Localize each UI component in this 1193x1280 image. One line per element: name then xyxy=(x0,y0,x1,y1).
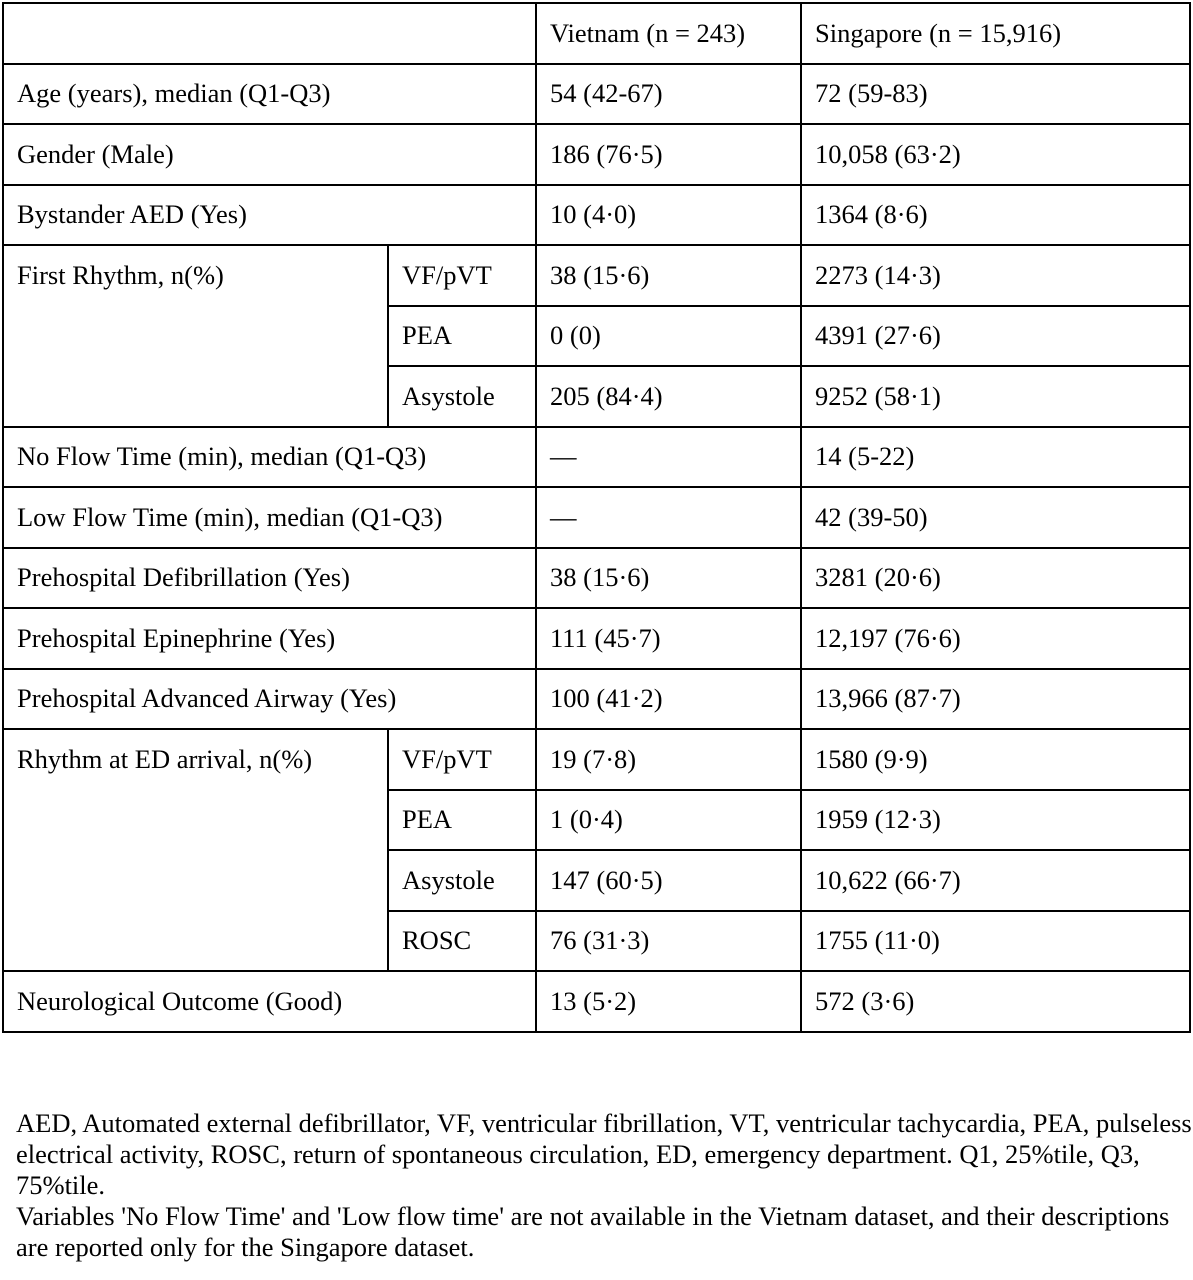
table-row-ed-rhythm-vf xyxy=(3,729,1190,790)
vietnam-value: 0 (0) xyxy=(536,306,801,367)
header-row xyxy=(3,3,1190,64)
row-label: Prehospital Epinephrine (Yes) xyxy=(3,608,536,669)
header-vietnam: Vietnam (n = 243) xyxy=(536,3,801,64)
vietnam-value: 1 (0·4) xyxy=(536,790,801,851)
header-singapore: Singapore (n = 15,916) xyxy=(801,3,1190,64)
singapore-value: 9252 (58·1) xyxy=(801,366,1190,427)
sub-label: PEA xyxy=(388,306,536,367)
sub-label: VF/pVT xyxy=(388,729,536,790)
vietnam-value: 13 (5·2) xyxy=(536,971,801,1032)
singapore-value: 1755 (11·0) xyxy=(801,911,1190,972)
row-label: No Flow Time (min), median (Q1-Q3) xyxy=(3,427,536,488)
row-label: Neurological Outcome (Good) xyxy=(3,971,536,1032)
vietnam-value: 54 (42-67) xyxy=(536,64,801,125)
singapore-value: 1580 (9·9) xyxy=(801,729,1190,790)
table-row-age xyxy=(3,64,1190,125)
singapore-value: 10,622 (66·7) xyxy=(801,850,1190,911)
row-label: Gender (Male) xyxy=(3,124,536,185)
table-row-neuro-outcome xyxy=(3,971,1190,1032)
availability-note: Variables 'No Flow Time' and 'Low flow time' are not available in the Vietnam dataset, and their descriptions are reported only for the Singapore dataset. xyxy=(16,1201,1170,1262)
row-label: Prehospital Defibrillation (Yes) xyxy=(3,548,536,609)
vietnam-value: 147 (60·5) xyxy=(536,850,801,911)
row-group-label: First Rhythm, n(%) xyxy=(3,245,388,427)
table-row-defibrillation xyxy=(3,548,1190,609)
comparison-table xyxy=(2,2,1191,1033)
singapore-value: 12,197 (76·6) xyxy=(801,608,1190,669)
table-row-low-flow xyxy=(3,487,1190,548)
row-label: Bystander AED (Yes) xyxy=(3,185,536,246)
vietnam-value: 38 (15·6) xyxy=(536,245,801,306)
vietnam-value: 100 (41·2) xyxy=(536,669,801,730)
vietnam-value: 205 (84·4) xyxy=(536,366,801,427)
singapore-value: 1364 (8·6) xyxy=(801,185,1190,246)
sub-label: VF/pVT xyxy=(388,245,536,306)
vietnam-value: 76 (31·3) xyxy=(536,911,801,972)
row-group-label: Rhythm at ED arrival, n(%) xyxy=(3,729,388,971)
singapore-value: 2273 (14·3) xyxy=(801,245,1190,306)
table-row-epinephrine xyxy=(3,608,1190,669)
singapore-value: 13,966 (87·7) xyxy=(801,669,1190,730)
abbreviations-note: AED, Automated external defibrillator, VF, ventricular fibrillation, VT, ventricular tachycardia, PEA, pulseless electrical activity, ROSC, return of spontaneous circulation, ED, emergency department. Q1, 25%tile, Q3, 75%tile. xyxy=(16,1108,1192,1200)
singapore-value: 72 (59-83) xyxy=(801,64,1190,125)
table-row-first-rhythm-vf xyxy=(3,245,1190,306)
vietnam-value: 111 (45·7) xyxy=(536,608,801,669)
singapore-value: 3281 (20·6) xyxy=(801,548,1190,609)
vietnam-value: 38 (15·6) xyxy=(536,548,801,609)
row-label: Low Flow Time (min), median (Q1-Q3) xyxy=(3,487,536,548)
vietnam-value: — xyxy=(536,427,801,488)
sub-label: PEA xyxy=(388,790,536,851)
row-label: Age (years), median (Q1-Q3) xyxy=(3,64,536,125)
table-row-no-flow xyxy=(3,427,1190,488)
table-footnotes xyxy=(16,1108,1192,1263)
sub-label: Asystole xyxy=(388,366,536,427)
singapore-value: 42 (39-50) xyxy=(801,487,1190,548)
row-label: Prehospital Advanced Airway (Yes) xyxy=(3,669,536,730)
vietnam-value: 10 (4·0) xyxy=(536,185,801,246)
singapore-value: 14 (5-22) xyxy=(801,427,1190,488)
vietnam-value: 19 (7·8) xyxy=(536,729,801,790)
sub-label: ROSC xyxy=(388,911,536,972)
table-row-bystander-aed xyxy=(3,185,1190,246)
table-row-airway xyxy=(3,669,1190,730)
vietnam-value: 186 (76·5) xyxy=(536,124,801,185)
singapore-value: 572 (3·6) xyxy=(801,971,1190,1032)
singapore-value: 1959 (12·3) xyxy=(801,790,1190,851)
sub-label: Asystole xyxy=(388,850,536,911)
singapore-value: 10,058 (63·2) xyxy=(801,124,1190,185)
table-row-gender xyxy=(3,124,1190,185)
singapore-value: 4391 (27·6) xyxy=(801,306,1190,367)
header-empty-cell xyxy=(3,3,536,64)
vietnam-value: — xyxy=(536,487,801,548)
